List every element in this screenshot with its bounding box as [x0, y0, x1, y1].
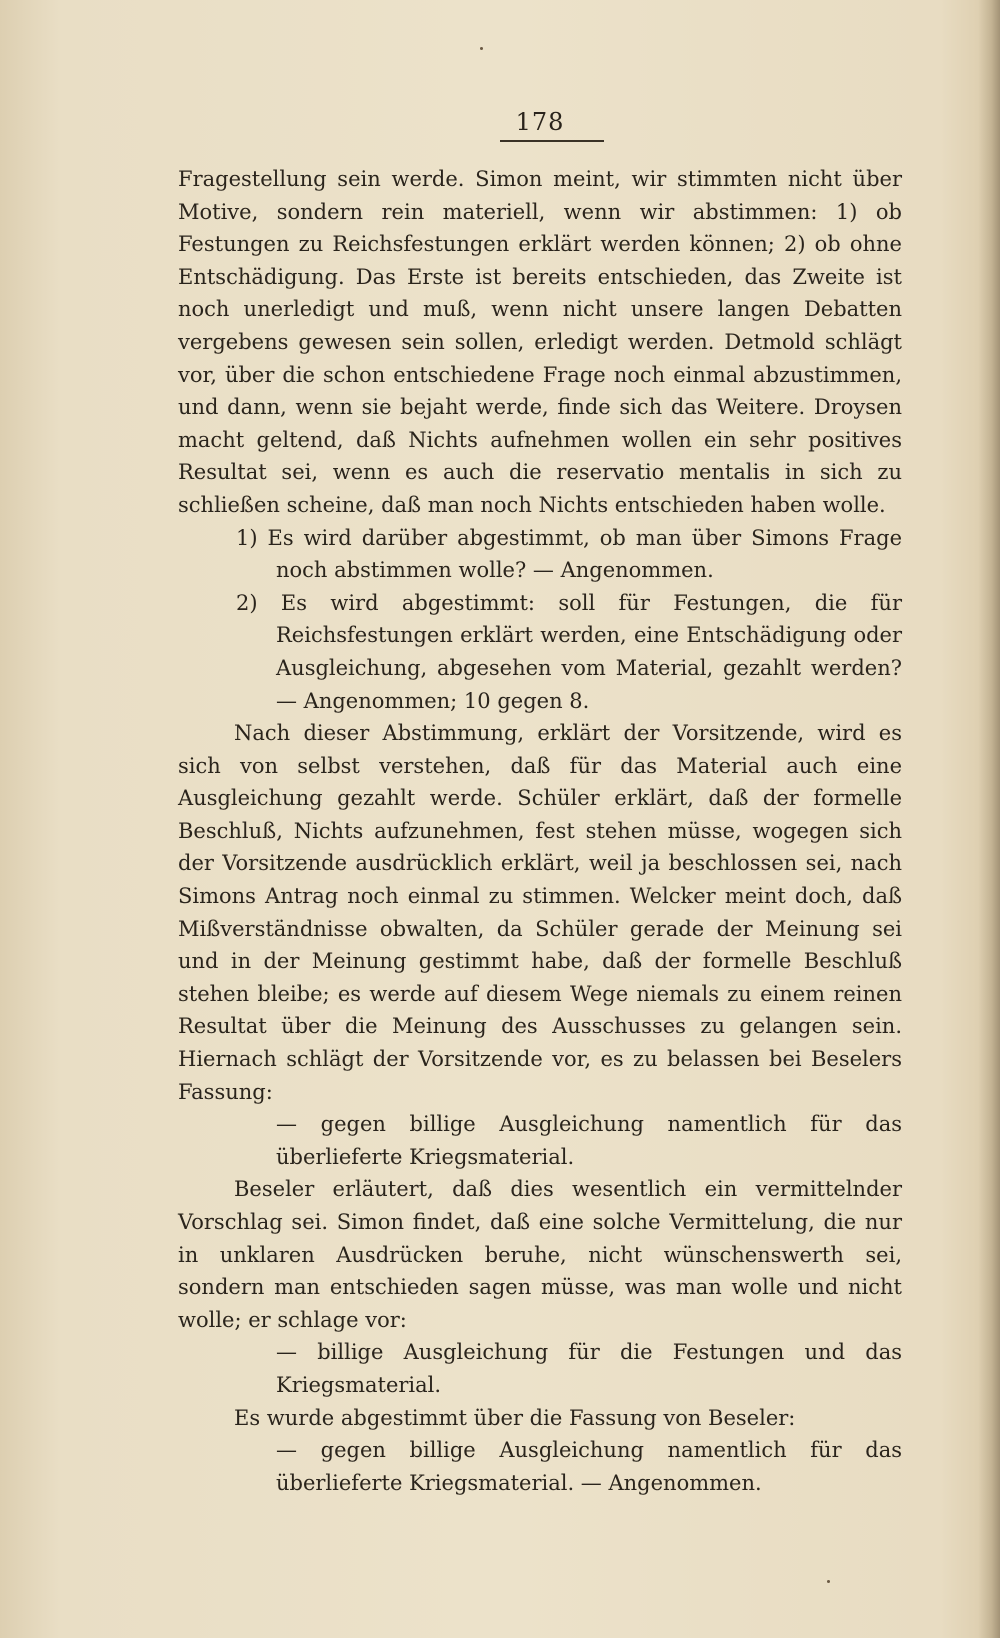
list-item-2: 2) Es wird abgestimmt: soll für Festungen, die für Reichsfestungen erklärt werden, eine Entschädigung oder Ausgleichung, abgesehen vom Material, gezahlt werden? — Angenommen; 10 gegen 8. [236, 590, 902, 713]
paragraph-3: Beseler erläutert, daß dies wesentlich ein vermittelnder Vorschlag sei. Simon findet, daß eine solche Vermittelung, die nur in unklaren Ausdrücken beruhe, nicht wünschenswerth sei, sondern man entschieden sagen müsse, was man wolle und nicht wolle; er schlage vor: [178, 1177, 902, 1332]
paragraph-2: Nach dieser Abstimmung, erklärt der Vorsitzende, wird es sich von selbst verstehen, daß für das Material auch eine Ausgleichung gezahlt werde. Schüler erklärt, daß der formelle Beschluß, Nichts aufzunehmen, fest stehen müsse, wogegen sich der Vorsitzende ausdrücklich erklärt, weil ja beschlossen sei, nach Simons Antrag noch einmal zu stimmen. Welcker meint doch, daß Mißverständnisse obwalten, da Schüler gerade der Meinung sei und in der Meinung gestimmt habe, daß der formelle Beschluß stehen bleibe; es werde auf diesem Wege niemals zu einem reinen Resultat über die Meinung des Ausschusses zu gelangen sein. Hiernach schlägt der Vorsitzende vor, es zu belassen bei Beselers Fassung: [178, 721, 902, 1104]
header-rule [500, 140, 604, 142]
quoted-proposal-1: — gegen billige Ausgleichung namentlich für das überlieferte Kriegsmaterial. [276, 1112, 902, 1169]
quoted-proposal-2: — billige Ausgleichung für die Festungen und das Kriegsmaterial. [276, 1340, 902, 1397]
paper-speck [480, 47, 483, 50]
paragraph-4: Es wurde abgestimmt über die Fassung von Beseler: [234, 1405, 796, 1430]
page-number: 178 [515, 108, 565, 136]
paragraph-1: Fragestellung sein werde. Simon meint, wir stimmten nicht über Motive, sondern rein materiell, wenn wir abstimmen: 1) ob Festungen zu Reichsfestungen erklärt werden können; 2) ob ohne Entschädigung. Das Erste ist bereits entschieden, das Zweite ist noch unerledigt und muß, wenn nicht unsere langen Debatten vergebens gewesen sein sollen, erledigt werden. Detmold schlägt vor, über die schon entschiedene Frage noch einmal abzustimmen, und dann, wenn sie bejaht werde, finde sich das Weitere. Droysen macht geltend, daß Nichts aufnehmen wollen ein sehr positives Resultat sei, wenn es auch die reservatio mentalis in sich zu schließen scheine, daß man noch Nichts entschieden haben wolle. [178, 167, 902, 517]
list-item-1: 1) Es wird darüber abgestimmt, ob man über Simons Frage noch abstimmen wolle? — Angenommen. [236, 525, 902, 583]
quoted-proposal-3: — gegen billige Ausgleichung namentlich für das überlieferte Kriegsmaterial. — Angenommen. [276, 1438, 902, 1495]
paper-speck [827, 1580, 830, 1583]
page-body [178, 163, 902, 1499]
page-edge-shadow [978, 0, 1000, 1638]
